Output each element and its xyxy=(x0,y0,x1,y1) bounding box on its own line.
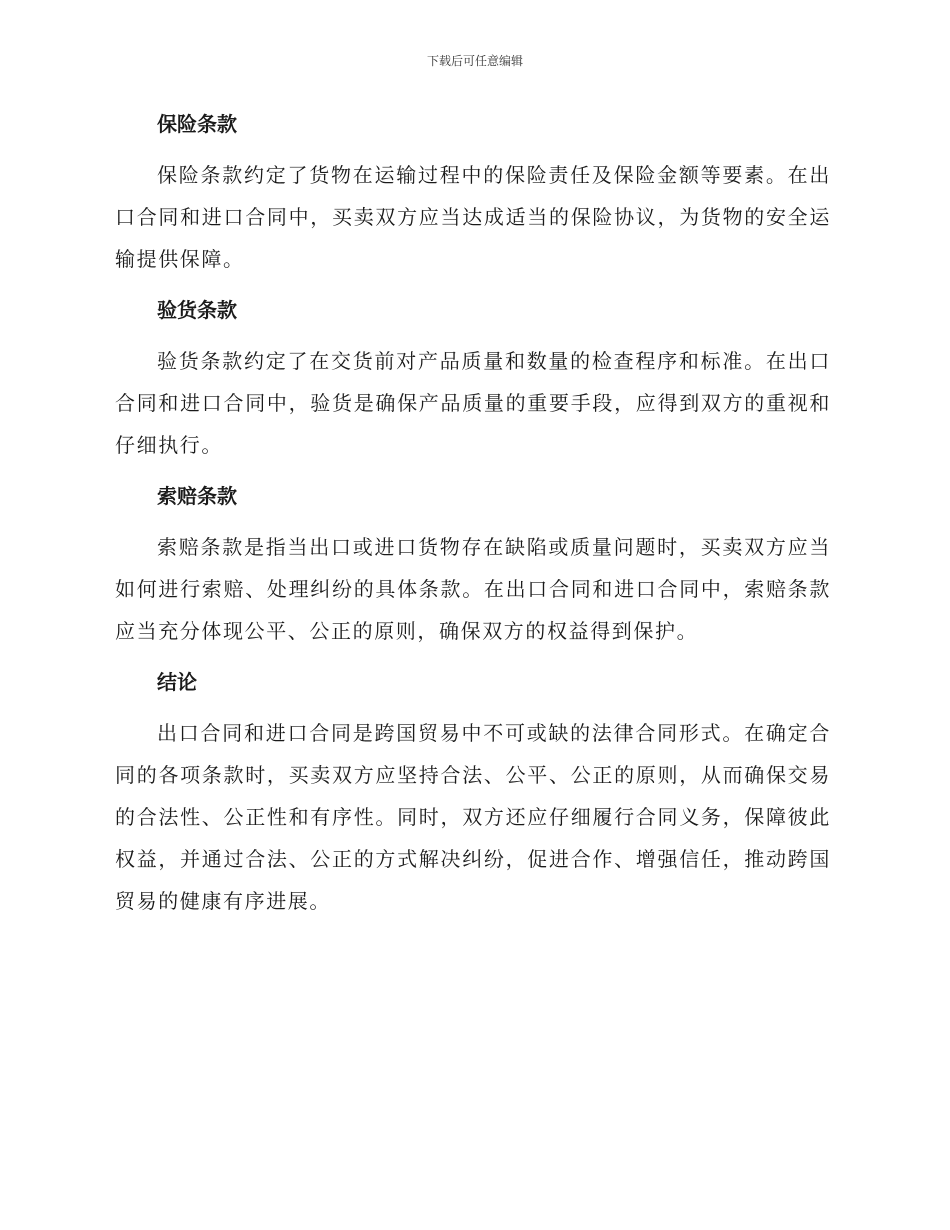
section-claims-clause xyxy=(115,476,831,652)
section-paragraph: 出口合同和进口合同是跨国贸易中不可或缺的法律合同形式。在确定合同的各项条款时，买卖双方应坚持合法、公平、公正的原则，从而确保交易的合法性、公正性和有序性。同时，双方还应仔细履行合同义务，保障彼此权益，并通过合法、公正的方式解决纠纷，促进合作、增强信任，推动跨国贸易的健康有序进展。 xyxy=(115,721,831,913)
section-heading: 结论 xyxy=(157,670,197,694)
section-heading: 索赔条款 xyxy=(157,484,237,508)
page-header: 下载后可任意编辑 xyxy=(426,54,523,68)
section-conclusion xyxy=(115,662,831,922)
section-inspection-clause xyxy=(115,290,831,466)
section-paragraph: 索赔条款是指当出口或进口货物存在缺陷或质量问题时，买卖双方应当如何进行索赔、处理纠纷的具体条款。在出口合同和进口合同中，索赔条款应当充分体现公平、公正的原则，确保双方的权益得到保护。 xyxy=(115,535,831,643)
section-insurance-clause xyxy=(115,104,831,280)
section-paragraph: 保险条款约定了货物在运输过程中的保险责任及保险金额等要素。在出口合同和进口合同中，买卖双方应当达成适当的保险协议，为货物的安全运输提供保障。 xyxy=(115,163,831,271)
section-heading: 验货条款 xyxy=(157,298,237,322)
document-body xyxy=(115,104,831,932)
section-heading: 保险条款 xyxy=(157,112,237,136)
section-paragraph: 验货条款约定了在交货前对产品质量和数量的检查程序和标准。在出口合同和进口合同中，验货是确保产品质量的重要手段，应得到双方的重视和仔细执行。 xyxy=(115,349,831,457)
